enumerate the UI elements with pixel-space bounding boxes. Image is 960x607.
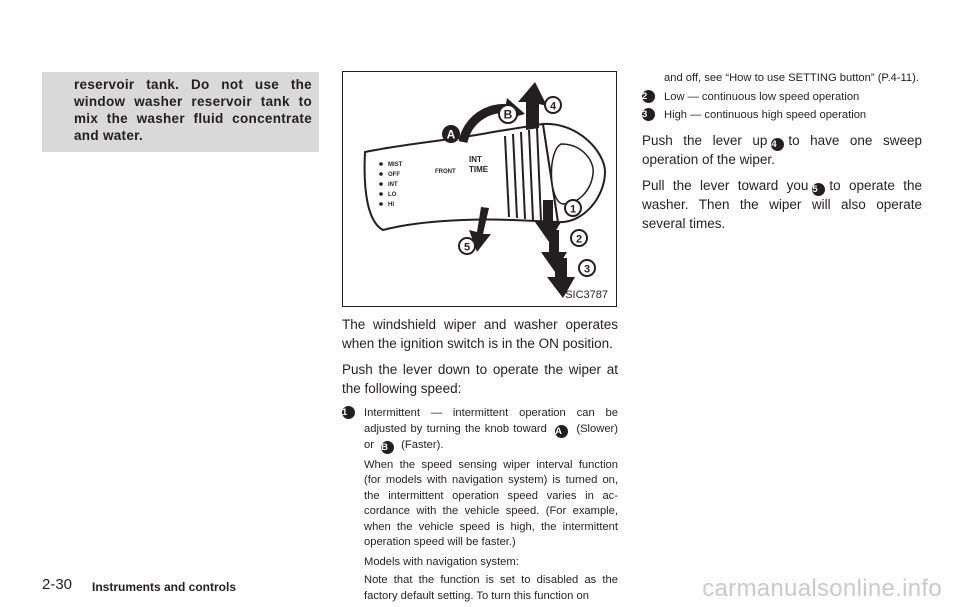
label-lo: LO xyxy=(388,192,397,198)
callout-2-label: 2 xyxy=(575,233,583,246)
intro-paragraph: The windshield wiper and washer operates when the ignition switch is in the ON position. xyxy=(342,317,618,351)
label-int: INT xyxy=(388,182,398,188)
callout-5-label: 5 xyxy=(463,241,471,254)
wiper-lever-figure xyxy=(342,71,617,307)
item-1-text-a: Intermittent — intermittent operation can be adjusted by turning the knob toward xyxy=(364,407,618,435)
watermark: carmanualsonline.info xyxy=(702,575,942,602)
setting-continuation: and off, see “How to use SETTING button” (P.4-11). xyxy=(664,72,919,84)
badge-4: 4 xyxy=(771,138,784,151)
note-navigation-models: Models with navigation system: xyxy=(364,555,519,568)
callout-b-label: B xyxy=(503,107,513,122)
label-off: OFF xyxy=(388,172,400,178)
page-number: 2-30 xyxy=(42,576,73,593)
push-up-text-a: Push the lever up xyxy=(642,132,768,148)
badge-b: B xyxy=(381,441,394,454)
note-factory-default: Note that the function is set to disabled as the factory default setting. To turn this function on xyxy=(364,574,618,602)
item-2-badge: 2 xyxy=(642,90,655,103)
callout-3-label: 3 xyxy=(583,263,591,276)
callout-a-label: A xyxy=(446,127,456,142)
label-int-time-1: INT xyxy=(469,155,482,164)
callout-1-label: 1 xyxy=(569,203,577,216)
pull-text-b: to operate the washer. Then the wiper will also operate several times. xyxy=(642,178,922,231)
label-hi: HI xyxy=(388,202,394,208)
callout-4-label: 4 xyxy=(549,100,557,113)
note-speed-sensing: When the speed sensing wiper interval function (for models with navigation system) is turned on, the intermittent operation speed varies in ac-cordance with the vehicle speed. (For example, when the vehicle speed is high, the intermittent operation speed will be faster.) xyxy=(364,458,618,548)
section-title: Instruments and controls xyxy=(92,580,237,594)
item-3-badge: 3 xyxy=(642,108,655,121)
arrow-up-4 xyxy=(518,82,547,130)
item-1-badge: 1 xyxy=(342,406,355,419)
item-3-text: High — continuous high speed operation xyxy=(664,109,867,121)
middle-column xyxy=(342,316,618,607)
badge-a: A xyxy=(555,425,568,438)
speed-item-3 xyxy=(642,108,922,124)
pull-text-a: Pull the lever toward you xyxy=(642,178,809,193)
speed-item-2 xyxy=(642,90,922,106)
speed-item-1 xyxy=(342,406,618,454)
label-front: FRONT xyxy=(435,169,456,175)
right-column xyxy=(642,71,922,241)
figure-caption: SIC3787 xyxy=(565,289,608,301)
label-int-time-2: TIME xyxy=(469,165,489,174)
push-down-paragraph: Push the lever down to operate the wiper at the following speed: xyxy=(342,362,618,396)
pull-paragraph xyxy=(642,177,922,233)
push-up-paragraph xyxy=(642,132,922,170)
item-1-text-b: (Slower) or xyxy=(364,422,618,451)
badge-5: 5 xyxy=(812,183,825,196)
label-mist: MIST xyxy=(388,162,403,168)
push-up-text-b: to have one sweep operation of the wiper. xyxy=(642,132,922,167)
item-1-text-c: (Faster). xyxy=(401,438,444,451)
warning-text: reservoir tank. Do not use the window washer reservoir tank to mix the washer fluid concentrate and water. xyxy=(74,77,312,143)
wiper-lever-illustration xyxy=(343,72,617,307)
item-2-text: Low — continuous low speed operation xyxy=(664,90,860,103)
